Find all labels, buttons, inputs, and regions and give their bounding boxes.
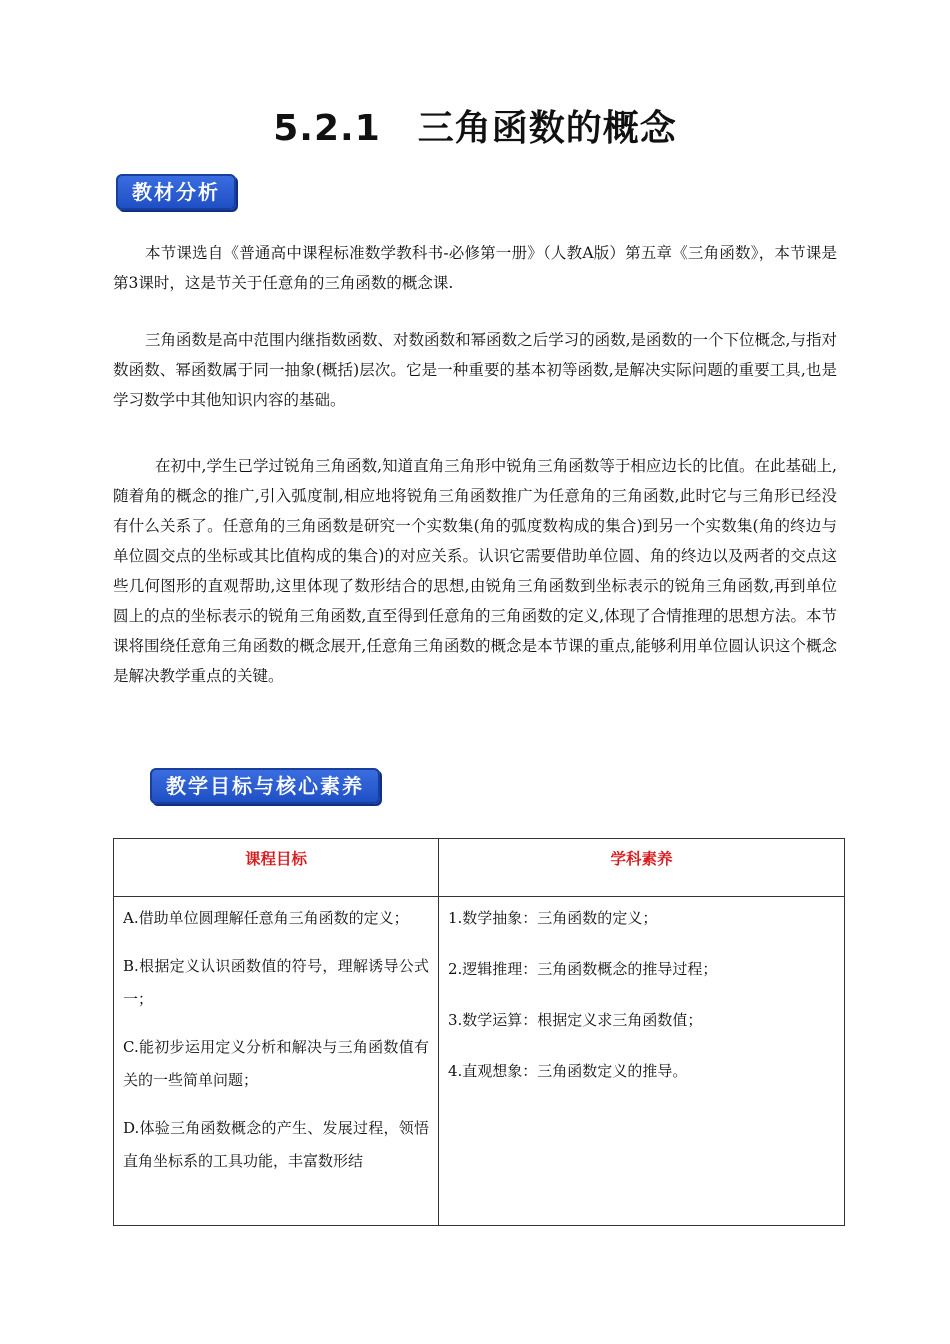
goals-table: [113, 838, 845, 1226]
goal-item-b: B.根据定义认识函数值的符号，理解诱导公式一；: [123, 957, 429, 1008]
literacy-item-1: 1.数学抽象：三角函数的定义；: [448, 909, 658, 927]
goal-item-a: A.借助单位圆理解任意角三角函数的定义；: [123, 909, 409, 927]
course-goals-cell: [114, 897, 439, 1226]
section-badge-teaching-goals: 教学目标与核心素养: [150, 768, 380, 804]
paragraph-1: 本节课选自《普通高中课程标准数学教科书-必修第一册》（人教A版）第五章《三角函数》，本节课是第3课时，这是节关于任意角的三角函数的概念课.: [113, 244, 837, 292]
section-badge-textbook-analysis: 教材分析: [116, 174, 236, 210]
header-course-goals: 课程目标: [114, 839, 439, 897]
literacy-item-4: 4.直观想象：三角函数定义的推导。: [448, 1062, 688, 1080]
page-title: 5.2.1 三角函数的概念: [273, 108, 677, 149]
paragraph-3: 在初中,学生已学过锐角三角函数,知道直角三角形中锐角三角函数等于相应边长的比值。在此基础上,随着角的概念的推广,引入弧度制,相应地将锐角三角函数推广为任意角的三角函数,此时它与三角形已经没有什么关系了。任意角的三角函数是研究一个实数集(角的弧度数构成的集合)到另一个实数集(角的终边与单位圆交点的坐标或其比值构成的集合)的对应关系。认识它需要借助单位圆、角的终边以及两者的交点这些几何图形的直观帮助,这里体现了数形结合的思想,由锐角三角函数到坐标表示的锐角三角函数,再到单位圆上的点的坐标表示的锐角三角函数,直至得到任意角的三角函数的定义,体现了合情推理的思想方法。本节课将围绕任意角三角函数的概念展开,任意角三角函数的概念是本节课的重点,能够利用单位圆认识这个概念是解决教学重点的关键。: [113, 457, 837, 685]
table-header-row: [114, 839, 845, 897]
header-subject-literacy: 学科素养: [439, 839, 845, 897]
goal-item-c: C.能初步运用定义分析和解决与三角函数值有关的一些简单问题；: [123, 1038, 429, 1089]
subject-literacy-cell: [439, 897, 845, 1226]
goal-item-d: D.体验三角函数概念的产生、发展过程，领悟直角坐标系的工具功能，丰富数形结: [123, 1119, 429, 1170]
paragraph-2: 三角函数是高中范围内继指数函数、对数函数和幂函数之后学习的函数,是函数的一个下位概念,与指对数函数、幂函数属于同一抽象(概括)层次。它是一种重要的基本初等函数,是解决实际问题的重要工具,也是学习数学中其他知识内容的基础。: [113, 331, 837, 409]
table-row: [114, 897, 845, 1226]
literacy-item-3: 3.数学运算：根据定义求三角函数值；: [448, 1011, 703, 1029]
literacy-item-2: 2.逻辑推理：三角函数概念的推导过程；: [448, 960, 718, 978]
